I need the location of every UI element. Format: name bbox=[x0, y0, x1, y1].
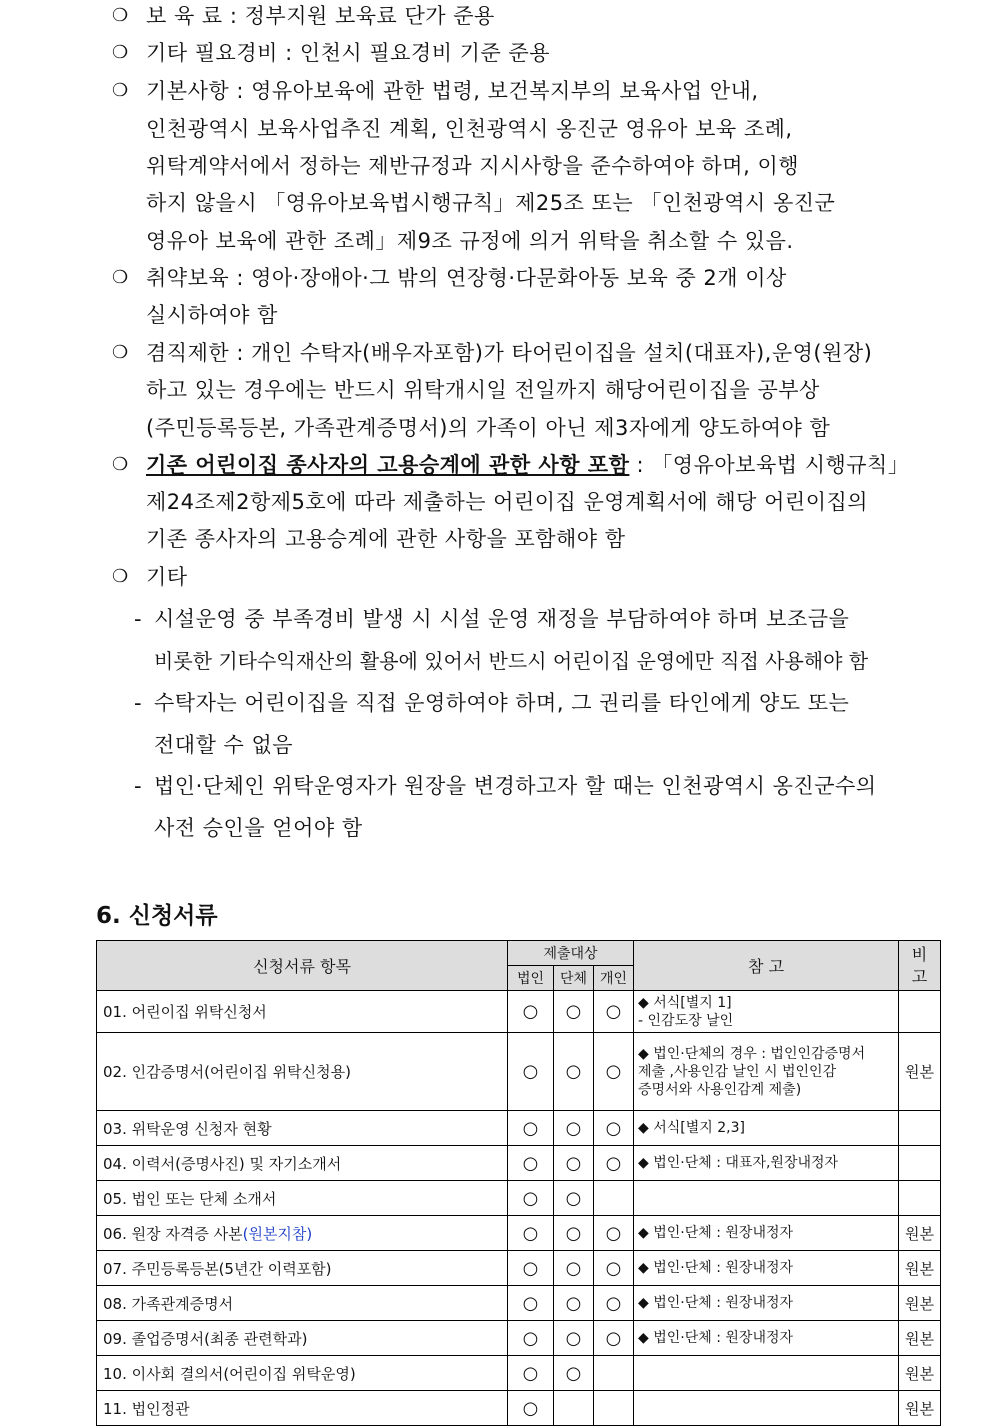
row-ref-line: ◆ 법인·단체 : 원장내정자 bbox=[638, 1260, 794, 1276]
row-corp: ○ bbox=[508, 1111, 554, 1146]
item-line: 인천광역시 보육사업추진 계획, 인천광역시 옹진군 영유아 보육 조례, bbox=[146, 117, 793, 141]
row-person: ○ bbox=[594, 991, 634, 1033]
row-group: ○ bbox=[554, 1251, 594, 1286]
subitem-line: 비롯한 기타수익재산의 활용에 있어서 반드시 어린이집 운영에만 직접 사용해야 함 bbox=[154, 649, 869, 673]
row-ref-line: - 인감도장 날인 bbox=[638, 1012, 734, 1029]
row-ref-line: ◆ 법인·단체 : 원장내정자 bbox=[638, 1295, 794, 1311]
row-remark bbox=[899, 991, 941, 1033]
row-ref-line: ◆ 서식[별지 1] bbox=[638, 994, 732, 1011]
documents-table bbox=[96, 940, 941, 1426]
row-item bbox=[97, 1033, 508, 1111]
table-row bbox=[97, 1181, 941, 1216]
row-ref bbox=[634, 1391, 899, 1426]
row-ref bbox=[634, 1111, 899, 1146]
row-item-text: 11. 법인정관 bbox=[103, 1399, 190, 1418]
table-row bbox=[97, 1286, 941, 1321]
row-item bbox=[97, 1181, 508, 1216]
item-line: 위탁계약서에서 정하는 제반규정과 지시사항을 준수하여야 하며, 이행 bbox=[146, 154, 800, 178]
row-remark: 원본 bbox=[899, 1321, 941, 1356]
row-item bbox=[97, 1391, 508, 1426]
row-person: ○ bbox=[594, 1033, 634, 1111]
header-remark: 비 고 bbox=[899, 941, 941, 991]
header-target: 제출대상 bbox=[508, 941, 634, 966]
item-line: 실시하여야 함 bbox=[146, 303, 278, 327]
table-row bbox=[97, 991, 941, 1033]
item-line: 기존 종사자의 고용승계에 관한 사항을 포함해야 함 bbox=[146, 527, 626, 551]
section-title: 6. 신청서류 bbox=[96, 903, 218, 929]
row-remark: 원본 bbox=[899, 1033, 941, 1111]
row-corp: ○ bbox=[508, 1321, 554, 1356]
row-item bbox=[97, 1286, 508, 1321]
row-group: ○ bbox=[554, 1321, 594, 1356]
subitem-line: 수탁자는 어린이집을 직접 운영하여야 하며, 그 권리를 타인에게 양도 또는 bbox=[154, 691, 850, 715]
header-corp: 법인 bbox=[508, 966, 554, 991]
table-row bbox=[97, 1216, 941, 1251]
row-remark: 원본 bbox=[899, 1251, 941, 1286]
row-ref-line: ◆ 법인·단체 : 원장내정자 bbox=[638, 1330, 794, 1346]
item-line: 영유아 보육에 관한 조례」제9조 규정에 의거 위탁을 취소할 수 있음. bbox=[146, 229, 794, 253]
subitem-marker: - bbox=[134, 607, 143, 631]
row-remark bbox=[899, 1111, 941, 1146]
row-item-text: 05. 법인 또는 단체 소개서 bbox=[103, 1189, 277, 1208]
item-line: 하고 있는 경우에는 반드시 위탁개시일 전일까지 해당어린이집을 공부상 bbox=[146, 378, 820, 402]
row-item bbox=[97, 1356, 508, 1391]
row-ref bbox=[634, 1356, 899, 1391]
row-remark: 원본 bbox=[899, 1391, 941, 1426]
row-group bbox=[554, 1391, 594, 1426]
table-row bbox=[97, 1251, 941, 1286]
row-item bbox=[97, 1216, 508, 1251]
row-corp: ○ bbox=[508, 1181, 554, 1216]
item-line: 기타 bbox=[146, 565, 188, 589]
row-ref-line: ◆ 서식[별지 2,3] bbox=[638, 1120, 745, 1136]
row-remark: 원본 bbox=[899, 1286, 941, 1321]
item-marker: ❍ bbox=[112, 5, 129, 26]
subitem-line: 전대할 수 없음 bbox=[154, 733, 294, 757]
item-line: (주민등록등본, 가족관계증명서)의 가족이 아닌 제3자에게 양도하여야 함 bbox=[146, 416, 831, 440]
row-group: ○ bbox=[554, 1146, 594, 1181]
row-corp: ○ bbox=[508, 1251, 554, 1286]
row-corp: ○ bbox=[508, 1286, 554, 1321]
row-group: ○ bbox=[554, 1216, 594, 1251]
row-ref-line: ◆ 법인·단체의 경우 : 법인인감증명서 bbox=[638, 1045, 866, 1062]
row-person bbox=[594, 1391, 634, 1426]
row-item bbox=[97, 1251, 508, 1286]
row-group: ○ bbox=[554, 991, 594, 1033]
item-marker: ❍ bbox=[112, 42, 129, 63]
subitem-line: 사전 승인을 얻어야 함 bbox=[154, 816, 363, 840]
table-row bbox=[97, 1391, 941, 1426]
subitem-line: 법인·단체인 위탁운영자가 원장을 변경하고자 할 때는 인천광역시 옹진군수의 bbox=[154, 774, 877, 798]
row-remark bbox=[899, 1146, 941, 1181]
row-item-text: 02. 인감증명서(어린이집 위탁신청용) bbox=[103, 1063, 351, 1081]
item-line: 제24조제2항제5호에 따라 제출하는 어린이집 운영계획서에 해당 어린이집의 bbox=[146, 490, 869, 514]
row-item-note: (원본지참) bbox=[242, 1224, 313, 1243]
row-remark: 원본 bbox=[899, 1216, 941, 1251]
row-group: ○ bbox=[554, 1286, 594, 1321]
row-corp: ○ bbox=[508, 1356, 554, 1391]
header-person: 개인 bbox=[594, 966, 634, 991]
table-row bbox=[97, 1146, 941, 1181]
row-group: ○ bbox=[554, 1111, 594, 1146]
row-group: ○ bbox=[554, 1181, 594, 1216]
row-remark bbox=[899, 1181, 941, 1216]
row-person bbox=[594, 1356, 634, 1391]
item-marker: ❍ bbox=[112, 454, 129, 475]
row-ref-line: 증명서와 사용인감계 제출) bbox=[638, 1081, 802, 1098]
documents-table-body bbox=[97, 991, 941, 1426]
row-corp: ○ bbox=[508, 1216, 554, 1251]
row-corp: ○ bbox=[508, 991, 554, 1033]
row-person: ○ bbox=[594, 1146, 634, 1181]
row-ref-line: ◆ 법인·단체 : 원장내정자 bbox=[638, 1225, 794, 1241]
item-line: 하지 않을시 「영유아보육법시행규칙」제25조 또는 「인천광역시 옹진군 bbox=[146, 191, 836, 215]
item-marker: ❍ bbox=[112, 566, 129, 587]
row-item-text: 07. 주민등록등본(5년간 이력포함) bbox=[103, 1259, 332, 1278]
item-marker: ❍ bbox=[112, 267, 129, 288]
row-item bbox=[97, 991, 508, 1033]
row-ref bbox=[634, 991, 899, 1033]
table-row bbox=[97, 1321, 941, 1356]
row-item bbox=[97, 1321, 508, 1356]
row-item-text: 04. 이력서(증명사진) 및 자기소개서 bbox=[103, 1154, 342, 1173]
row-ref bbox=[634, 1146, 899, 1181]
item-line: 취약보육 : 영아·장애아·그 밖의 연장형·다문화아동 보육 중 2개 이상 bbox=[146, 266, 787, 290]
row-group: ○ bbox=[554, 1356, 594, 1391]
subitem-marker: - bbox=[134, 774, 143, 798]
row-item bbox=[97, 1146, 508, 1181]
header-ref: 참 고 bbox=[634, 941, 899, 991]
item-line: 기타 필요경비 : 인천시 필요경비 기준 준용 bbox=[146, 41, 550, 65]
row-person bbox=[594, 1181, 634, 1216]
row-item-text: 06. 원장 자격증 사본 bbox=[103, 1224, 243, 1243]
row-item-text: 01. 어린이집 위탁신청서 bbox=[103, 1003, 267, 1021]
row-item bbox=[97, 1111, 508, 1146]
row-ref bbox=[634, 1181, 899, 1216]
header-group: 단체 bbox=[554, 966, 594, 991]
subitem-line: 시설운영 중 부족경비 발생 시 시설 운영 재정을 부담하여야 하며 보조금을 bbox=[154, 607, 850, 631]
item-line: 기본사항 : 영유아보육에 관한 법령, 보건복지부의 보육사업 안내, bbox=[146, 79, 759, 103]
row-corp: ○ bbox=[508, 1146, 554, 1181]
row-ref bbox=[634, 1321, 899, 1356]
subitem-marker: - bbox=[134, 691, 143, 715]
row-item-text: 03. 위탁운영 신청자 현황 bbox=[103, 1119, 272, 1138]
row-remark: 원본 bbox=[899, 1356, 941, 1391]
item-line: 보 육 료 : 정부지원 보육료 단가 준용 bbox=[146, 4, 495, 28]
table-row bbox=[97, 1033, 941, 1111]
row-ref-line: ◆ 법인·단체 : 대표자,원장내정자 bbox=[638, 1155, 839, 1171]
row-item-text: 08. 가족관계증명서 bbox=[103, 1294, 234, 1313]
row-corp: ○ bbox=[508, 1033, 554, 1111]
row-person: ○ bbox=[594, 1111, 634, 1146]
row-ref-line: 제출 ,사용인감 날인 시 법인인감 bbox=[638, 1063, 837, 1080]
row-ref bbox=[634, 1216, 899, 1251]
item-marker: ❍ bbox=[112, 342, 129, 363]
row-corp: ○ bbox=[508, 1391, 554, 1426]
row-person: ○ bbox=[594, 1286, 634, 1321]
row-person: ○ bbox=[594, 1216, 634, 1251]
row-item-text: 09. 졸업증명서(최종 관련학과) bbox=[103, 1329, 308, 1348]
header-item: 신청서류 항목 bbox=[97, 941, 508, 991]
item-marker: ❍ bbox=[112, 80, 129, 101]
item-line-rest: : 「영유아보육법 시행규칙」 bbox=[629, 453, 910, 477]
row-group: ○ bbox=[554, 1033, 594, 1111]
table-row bbox=[97, 1111, 941, 1146]
row-ref bbox=[634, 1286, 899, 1321]
item-line bbox=[146, 452, 909, 478]
item-line: 겸직제한 : 개인 수탁자(배우자포함)가 타어린이집을 설치(대표자),운영(원장) bbox=[146, 341, 873, 365]
row-person: ○ bbox=[594, 1321, 634, 1356]
emphasis-text: 기존 어린이집 종사자의 고용승계에 관한 사항 포함 bbox=[146, 453, 630, 477]
row-person: ○ bbox=[594, 1251, 634, 1286]
table-row bbox=[97, 1356, 941, 1391]
row-ref bbox=[634, 1033, 899, 1111]
row-ref bbox=[634, 1251, 899, 1286]
row-item-text: 10. 이사회 결의서(어린이집 위탁운영) bbox=[103, 1364, 356, 1383]
